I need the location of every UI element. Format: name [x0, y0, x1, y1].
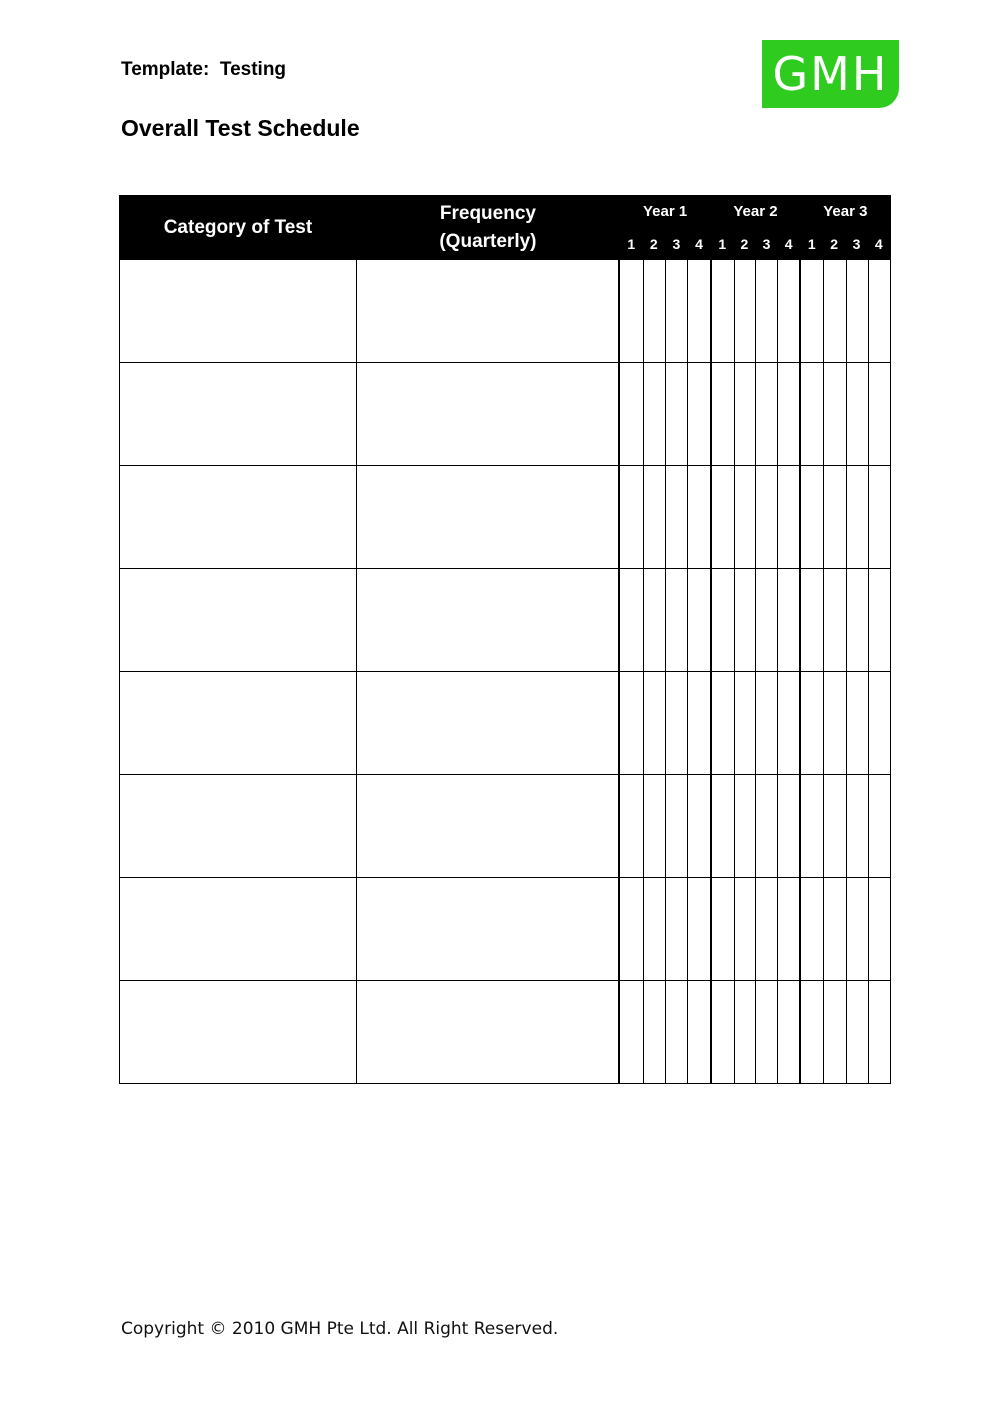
quarter-cell[interactable]: [777, 363, 799, 465]
table-row: [120, 260, 891, 363]
quarter-cell[interactable]: [643, 569, 665, 671]
frequency-cell[interactable]: [356, 466, 619, 569]
column-header-year-3: [800, 196, 890, 260]
quarter-cell[interactable]: [755, 878, 777, 980]
year-quarter-cells: [619, 878, 710, 981]
quarter-cell[interactable]: [823, 260, 845, 362]
frequency-cell[interactable]: [356, 569, 619, 672]
quarter-cell[interactable]: [823, 466, 845, 568]
page-title: Overall Test Schedule: [121, 115, 360, 141]
quarter-cell[interactable]: [643, 363, 665, 465]
year-quarter-cells: [619, 775, 710, 878]
quarter-cell[interactable]: [712, 363, 734, 465]
quarter-cell[interactable]: [734, 878, 756, 980]
quarter-cell[interactable]: [868, 569, 890, 671]
quarter-cell[interactable]: [755, 260, 777, 362]
quarter-labels: [711, 231, 799, 252]
quarter-cell[interactable]: [868, 466, 890, 568]
copyright-notice: Copyright © 2010 GMH Pte Ltd. All Right Reserved.: [121, 1319, 559, 1339]
quarter-cell[interactable]: [801, 672, 823, 774]
year-quarter-cells: [711, 569, 800, 672]
category-cell[interactable]: [120, 981, 357, 1084]
quarter-labels: [801, 231, 890, 252]
quarter-cell[interactable]: [777, 672, 799, 774]
category-cell[interactable]: [120, 260, 357, 363]
year-label: Year 1: [643, 203, 688, 220]
quarter-cell[interactable]: [620, 775, 642, 877]
quarter-cell[interactable]: [687, 569, 709, 671]
quarter-cell[interactable]: [846, 775, 868, 877]
quarter-cell[interactable]: [712, 981, 734, 1083]
quarter-cell[interactable]: [734, 260, 756, 362]
frequency-header-line2: (Quarterly): [439, 230, 537, 252]
year-quarter-cells: [711, 363, 800, 466]
quarter-label: 3: [852, 236, 861, 252]
quarter-label: 1: [718, 236, 727, 252]
frequency-cell[interactable]: [356, 775, 619, 878]
quarter-label: 3: [672, 236, 681, 252]
frequency-cell[interactable]: [356, 878, 619, 981]
year-quarter-cells: [711, 672, 800, 775]
quarter-label: 2: [649, 236, 658, 252]
quarter-cell[interactable]: [846, 981, 868, 1083]
quarter-cell[interactable]: [643, 878, 665, 980]
quarter-cell[interactable]: [687, 775, 709, 877]
year-quarter-cells: [619, 466, 710, 569]
year-quarter-cells: [800, 363, 890, 466]
category-cell[interactable]: [120, 775, 357, 878]
quarter-cell[interactable]: [868, 672, 890, 774]
template-label: Template: Testing: [121, 59, 287, 80]
quarter-cell[interactable]: [801, 981, 823, 1083]
quarter-cell[interactable]: [712, 878, 734, 980]
quarter-cell[interactable]: [665, 775, 687, 877]
quarter-cell[interactable]: [755, 569, 777, 671]
column-header-year-1: [619, 196, 710, 260]
gmh-logo: GMH: [762, 40, 899, 108]
year-quarter-cells: [711, 775, 800, 878]
table-row: [120, 466, 891, 569]
quarter-cell[interactable]: [687, 878, 709, 980]
quarter-cell[interactable]: [823, 775, 845, 877]
quarter-label: 3: [762, 236, 771, 252]
quarter-cell[interactable]: [846, 466, 868, 568]
quarter-cell[interactable]: [687, 672, 709, 774]
quarter-cell[interactable]: [734, 775, 756, 877]
quarter-cell[interactable]: [846, 260, 868, 362]
year-label: Year 2: [733, 203, 778, 220]
quarter-cell[interactable]: [755, 363, 777, 465]
quarter-cell[interactable]: [665, 672, 687, 774]
quarter-cell[interactable]: [712, 260, 734, 362]
year-quarter-cells: [619, 363, 710, 466]
table-row: [120, 775, 891, 878]
quarter-cell[interactable]: [620, 569, 642, 671]
frequency-header-line1: Frequency: [439, 202, 536, 224]
frequency-cell[interactable]: [356, 672, 619, 775]
quarter-cell[interactable]: [665, 466, 687, 568]
quarter-cell[interactable]: [620, 981, 642, 1083]
quarter-cell[interactable]: [712, 466, 734, 568]
year-quarter-cells: [800, 775, 890, 878]
quarter-cell[interactable]: [823, 878, 845, 980]
quarter-cell[interactable]: [823, 569, 845, 671]
quarter-cell[interactable]: [620, 878, 642, 980]
quarter-cell[interactable]: [777, 466, 799, 568]
year-quarter-cells: [800, 569, 890, 672]
quarter-cell[interactable]: [620, 466, 642, 568]
quarter-cell[interactable]: [755, 466, 777, 568]
quarter-label: 1: [807, 236, 816, 252]
quarter-cell[interactable]: [777, 981, 799, 1083]
year-quarter-cells: [800, 981, 890, 1084]
quarter-label: 4: [695, 236, 703, 252]
year-quarter-cells: [800, 260, 890, 363]
category-cell[interactable]: [120, 569, 357, 672]
quarter-cell[interactable]: [755, 775, 777, 877]
quarter-cell[interactable]: [868, 981, 890, 1083]
quarter-cell[interactable]: [620, 260, 642, 362]
table-row: [120, 569, 891, 672]
quarter-cell[interactable]: [712, 569, 734, 671]
quarter-label: 1: [627, 236, 636, 252]
year-quarter-cells: [619, 672, 710, 775]
quarter-cell[interactable]: [777, 569, 799, 671]
quarter-cell[interactable]: [712, 775, 734, 877]
quarter-cell[interactable]: [665, 569, 687, 671]
table-header-row: [120, 196, 891, 260]
year-quarter-cells: [619, 981, 710, 1084]
frequency-cell[interactable]: [356, 260, 619, 363]
quarter-cell[interactable]: [846, 878, 868, 980]
category-cell[interactable]: [120, 672, 357, 775]
category-cell[interactable]: [120, 878, 357, 981]
table-row: [120, 363, 891, 466]
year-quarter-cells: [800, 878, 890, 981]
quarter-cell[interactable]: [846, 672, 868, 774]
quarter-cell[interactable]: [823, 672, 845, 774]
quarter-cell[interactable]: [734, 672, 756, 774]
quarter-cell[interactable]: [620, 363, 642, 465]
category-header-label: Category of Test: [163, 216, 313, 238]
quarter-cell[interactable]: [777, 878, 799, 980]
table-row: [120, 672, 891, 775]
quarter-cell[interactable]: [846, 569, 868, 671]
quarter-cell[interactable]: [643, 260, 665, 362]
table-row: [120, 878, 891, 981]
quarter-cell[interactable]: [734, 466, 756, 568]
quarter-cell[interactable]: [801, 775, 823, 877]
quarter-cell[interactable]: [801, 260, 823, 362]
quarter-cell[interactable]: [868, 363, 890, 465]
quarter-label: 4: [784, 236, 793, 252]
quarter-cell[interactable]: [823, 981, 845, 1083]
quarter-cell[interactable]: [734, 981, 756, 1083]
quarter-cell[interactable]: [734, 363, 756, 465]
category-cell[interactable]: [120, 363, 357, 466]
column-header-year-2: [711, 196, 800, 260]
quarter-labels: [620, 231, 710, 252]
year-quarter-cells: [711, 981, 800, 1084]
quarter-label: 2: [830, 236, 839, 252]
year-quarter-cells: [711, 260, 800, 363]
quarter-cell[interactable]: [712, 672, 734, 774]
quarter-cell[interactable]: [823, 363, 845, 465]
quarter-label: 4: [874, 236, 883, 252]
quarter-cell[interactable]: [665, 878, 687, 980]
frequency-cell[interactable]: [356, 363, 619, 466]
test-schedule-table: [119, 195, 891, 1084]
quarter-cell[interactable]: [801, 363, 823, 465]
quarter-label: 2: [740, 236, 749, 252]
quarter-cell[interactable]: [687, 981, 709, 1083]
year-quarter-cells: [619, 569, 710, 672]
table-row: [120, 981, 891, 1084]
column-header-category: [120, 196, 357, 260]
category-cell[interactable]: [120, 466, 357, 569]
quarter-cell[interactable]: [665, 260, 687, 362]
quarter-cell[interactable]: [868, 878, 890, 980]
quarter-cell[interactable]: [801, 878, 823, 980]
quarter-cell[interactable]: [734, 569, 756, 671]
quarter-cell[interactable]: [643, 466, 665, 568]
quarter-cell[interactable]: [665, 363, 687, 465]
quarter-cell[interactable]: [687, 260, 709, 362]
quarter-cell[interactable]: [755, 672, 777, 774]
year-quarter-cells: [711, 466, 800, 569]
quarter-cell[interactable]: [868, 260, 890, 362]
quarter-cell[interactable]: [643, 672, 665, 774]
quarter-cell[interactable]: [777, 260, 799, 362]
table-body: [120, 260, 891, 1084]
year-quarter-cells: [800, 466, 890, 569]
quarter-cell[interactable]: [801, 466, 823, 568]
quarter-cell[interactable]: [665, 981, 687, 1083]
quarter-cell[interactable]: [643, 775, 665, 877]
quarter-cell[interactable]: [620, 672, 642, 774]
quarter-cell[interactable]: [687, 466, 709, 568]
column-header-frequency: [356, 196, 619, 260]
year-label: Year 3: [823, 203, 868, 220]
quarter-cell[interactable]: [846, 363, 868, 465]
quarter-cell[interactable]: [755, 981, 777, 1083]
year-quarter-cells: [800, 672, 890, 775]
quarter-cell[interactable]: [801, 569, 823, 671]
quarter-cell[interactable]: [643, 981, 665, 1083]
year-quarter-cells: [619, 260, 710, 363]
year-quarter-cells: [711, 878, 800, 981]
quarter-cell[interactable]: [687, 363, 709, 465]
frequency-cell[interactable]: [356, 981, 619, 1084]
quarter-cell[interactable]: [868, 775, 890, 877]
quarter-cell[interactable]: [777, 775, 799, 877]
